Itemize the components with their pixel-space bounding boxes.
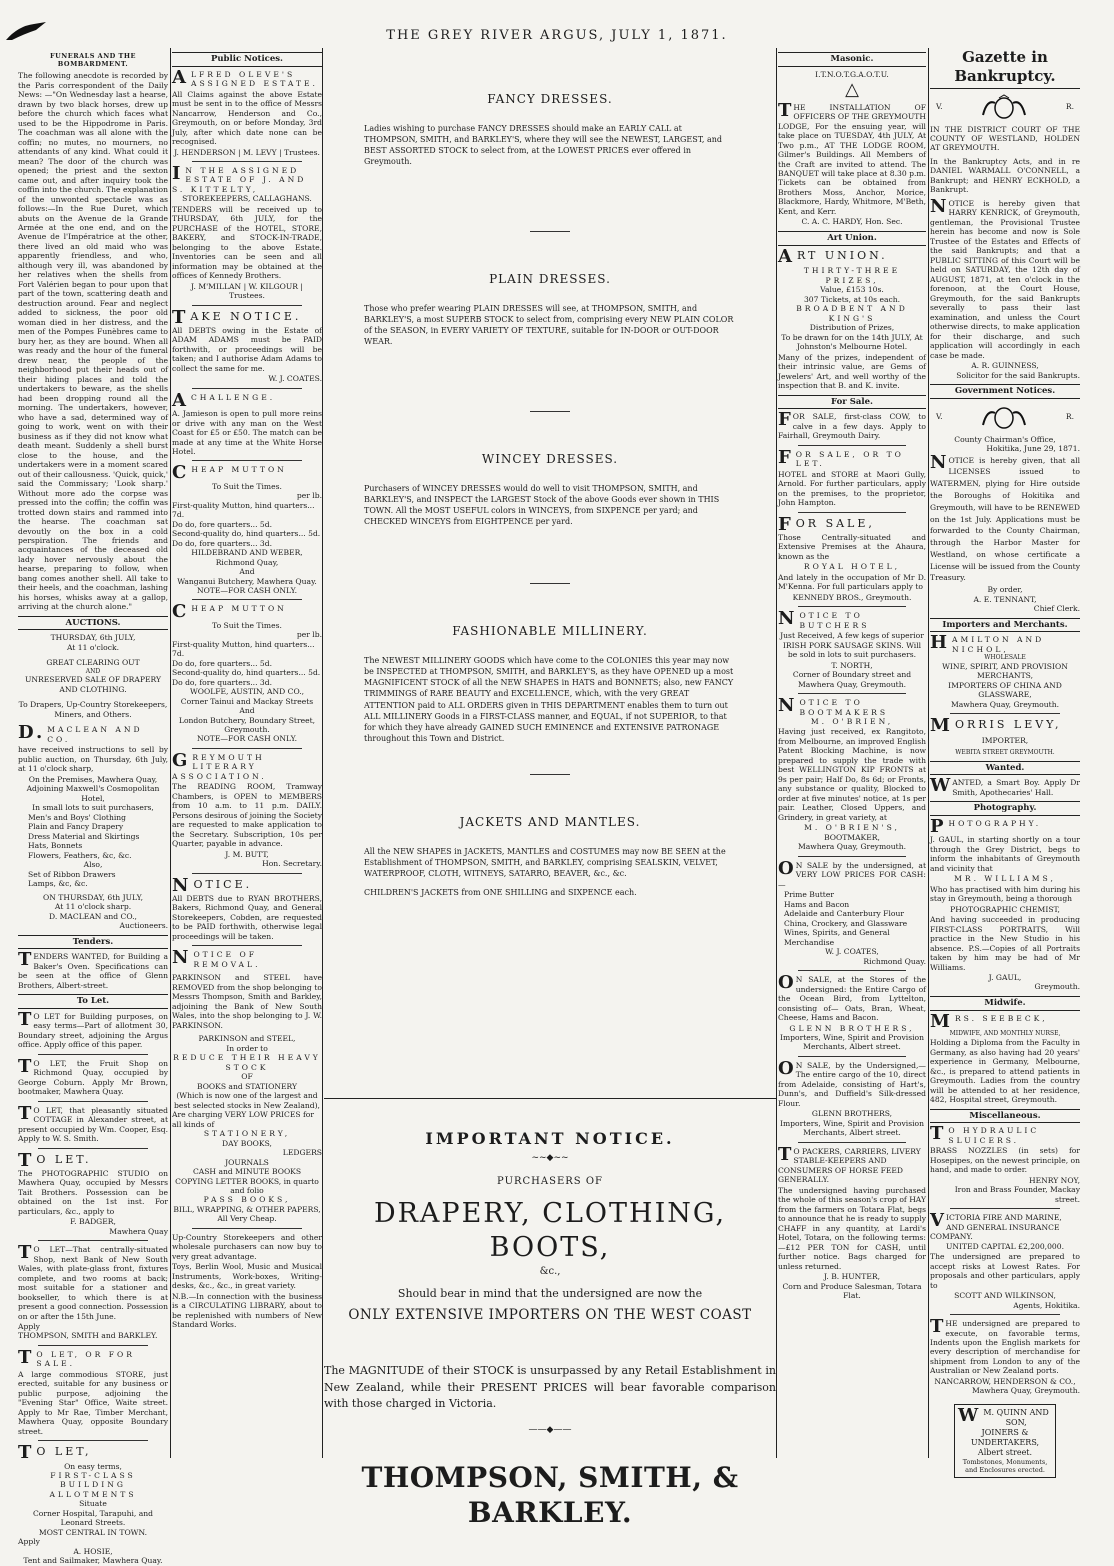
removal-body: PARKINSON and STEEL have REMOVED from the shop belonging to Messrs Thompson, Smith and Barkley, adjoining the Bank of New South Wales, into the shop belonging to J. W. PARKINSON. (172, 973, 322, 1030)
firm-name: THOMPSON, SMITH, & BARKLEY. (361, 1461, 739, 1530)
jackets-heading: JACKETS AND MANTLES. (459, 814, 641, 829)
stationery-line: In order to (226, 1043, 268, 1053)
ornament-icon: ——◆—— (528, 1424, 572, 1435)
bootmaker-signature: M. O'BRIEN'S, (804, 823, 900, 833)
bankruptcy-acts: In the Bankruptcy Acts, and in re DANIEL WARMALL O'CONNELL, a Bankrupt; and HENRY ECKHOLD, a Bankrupt. (930, 156, 1080, 195)
art-union-title: ART UNION. (778, 245, 888, 267)
for-sale-ad-heading: FOR SALE, OR TO LET. (778, 446, 904, 469)
stationery-line: STATIONERY, (203, 1129, 291, 1139)
column-4 (778, 48, 926, 1301)
butcher-address: London Butchery, Boundary Street, Greymouth. (178, 715, 316, 734)
stationery-line: DAY BOOKS, (222, 1138, 272, 1148)
allotment-signature: A. HOSIE, (73, 1546, 113, 1556)
undertaker-trade: JOINERS & UNDERTAKERS, (970, 1427, 1040, 1447)
stationery-note: Toys, Berlin Wool, Music and Musical Instruments, Work-boxes, Writing-desks, &c., &c., in great variety. (172, 1262, 322, 1291)
auction-date-repeat: ON THURSDAY, 6th JULY, (42, 892, 144, 902)
list-item: Flowers, Feathers, &c, &c. (28, 850, 132, 860)
importer-trade: WINE, SPIRIT, AND PROVISION MERCHANTS, (942, 661, 1068, 681)
insurance-body: The undersigned are prepared to accept risks at Lowest Rates. For proposals and other particulars, apply to (930, 1252, 1080, 1290)
indent-notice: THE undersigned are prepared to execute, on favorable terms, Indents upon the English markets for every description of merchandise for shipment from London to any of the Australian or New Zealand ports. (930, 1316, 1080, 1376)
list-item: Prime Butter (784, 890, 834, 900)
list-item: Hams and Bacon (784, 899, 850, 909)
list-item: Plain and Fancy Drapery (28, 822, 124, 832)
stationery-line: JOURNALS (225, 1157, 269, 1167)
column-1 (18, 48, 168, 1566)
auction-lots: In small lots to suit purchasers, (32, 803, 154, 813)
masthead (0, 0, 1114, 43)
stationery-line: All Very Cheap. (217, 1214, 277, 1224)
cash-note: NOTE—FOR CASH ONLY. (196, 585, 298, 595)
newspaper-title: THE GREY RIVER ARGUS, JULY 1, 1871. (386, 28, 728, 43)
importers-heading: Importers and Merchants. (930, 618, 1080, 633)
butchers-notice-address: Corner of Boundary street and Mawhera Quay, Greymouth. (792, 670, 912, 689)
list-item: Dress Material and Skirtings (28, 831, 140, 841)
stationery-note: N.B.—In connection with the business is a CIRCULATING LIBRARY, about to be replenished with numbers of New Standard Works. (172, 1291, 322, 1330)
photography-ad: Who has practised with him during his stay in Greymouth, being a thorough (930, 884, 1080, 904)
auction-sale: UNRESERVED SALE OF DRAPERY AND CLOTHING. (24, 675, 162, 694)
price-row: First-quality Mutton, hind quarters... 7d. (172, 500, 315, 520)
undertaker-services: Tombstones, Monuments, and Enclosures erected. (962, 1457, 1048, 1475)
stationery-line: Are charging VERY LOW PRICES for all kinds of (172, 1110, 315, 1129)
on-sale-signature: GLENN BROTHERS, (789, 1023, 915, 1033)
to-let-ad: The PHOTOGRAPHIC STUDIO on Mawhera Quay, occupied by Messrs Tait Brothers. Possession can be obtained on the 1st inst. For particulars, &c., apply to (18, 1168, 168, 1216)
on-sale-signature: GLENN BROTHERS, (811, 1109, 893, 1119)
crest-r: R. (1065, 411, 1074, 421)
auction-title: GREAT CLEARING OUT (46, 658, 140, 668)
column-3-drapery (324, 48, 776, 1530)
notice-signature: W. J. COATES. (268, 374, 322, 384)
art-union-draw: To be drawn for on the 14th JULY, At Johnston's Melbourne Hotel. (781, 332, 923, 352)
auction-instructions: have received instructions to sell by public auction, on Thursday, 6th July, at 11 o'clock sharp, (18, 745, 168, 774)
importer-address: WEBITA STREET GREYMOUTH. (955, 749, 1055, 757)
to-let-heading: To Let. (18, 994, 168, 1009)
notice-signature: J. M'MILLAN | W. KILGOUR | Trustees. (191, 281, 303, 301)
butcher-address: Corner Tainui and Mackay Streets (180, 696, 314, 706)
importer-wholesale: WHOLESALE (984, 654, 1026, 662)
butchers-notice-heading: NOTICE TO BUTCHERS (778, 608, 870, 630)
auction-also: Also, (83, 860, 103, 870)
art-union-organiser: BROADBENT AND KING'S (796, 304, 908, 323)
wanted-heading: Wanted. (930, 761, 1080, 776)
insurance-heading: VICTORIA FIRE AND MARINE, AND GENERAL INSURANCE COMPANY. (930, 1210, 1062, 1242)
purchasers-line: PURCHASERS OF (497, 1176, 603, 1188)
auction-and: AND (85, 667, 101, 675)
price-row: First-quality Mutton, hind quarters... 7d. (172, 639, 315, 659)
for-sale-ad: And lately in the occupation of Mr D. M'Kenna. For full particulars apply to (778, 572, 926, 592)
photography-heading: Photography. (930, 801, 1080, 816)
miscellaneous-heading: Miscellaneous. (930, 1109, 1080, 1124)
fancy-dresses-body: Ladies wishing to purchase FANCY DRESSES should make an EARLY CALL at THOMPSON, SMITH, and BARKLEY'S, where they will see the NEWEST, LARGEST, and BEST ASSORTED STOCK to select from, at the LOWEST PRICES ever offered in Greymouth. (364, 124, 723, 167)
butcher-and: And (239, 706, 255, 716)
on-sale-signature: W. J. COATES, (825, 947, 879, 957)
royal-hotel: ROYAL HOTEL, (803, 562, 901, 572)
price-unit: per lb. (296, 630, 322, 640)
literary-role: Hon. Secretary. (262, 859, 322, 869)
insurance-agents: SCOTT AND WILKINSON, (954, 1291, 1056, 1301)
hydraulic-signature: HENRY NOY, (1028, 1175, 1080, 1185)
auctions-heading: AUCTIONS. (18, 616, 168, 631)
butcher-address: Wanganui Butchery, Mawhera Quay. (177, 576, 317, 586)
packers-notice-signature: J. B. HUNTER, (823, 1272, 881, 1282)
jackets-body: All the NEW SHAPES in JACKETS, MANTLES and COSTUMES may now BE SEEN at the Establishment of THOMPSON, SMITH, and BARKLEY, comprising SEALSKIN, VELVET, WATERPROOF, CLOTH, WITNEYS, SATARRO, BEAVER, &c., &c. (364, 846, 726, 878)
list-item: Wines, Spirits, and General Merchandise (784, 928, 890, 947)
on-sale-address: Importers, Wine, Spirit and Provision Merchants, Albert street. (779, 1118, 924, 1138)
to-let-address: Mawhera Quay (109, 1226, 168, 1236)
importer-address: Mawhera Quay, Greymouth. (950, 699, 1059, 709)
hydraulic-body: BRASS NOZZLES (in sets) for Hosepipes, on the newest principle, on hand, and made to order. (930, 1146, 1080, 1175)
crest-v: V. (936, 411, 943, 421)
allotment-signature-role: Tent and Sailmaker, Mawhera Quay. (23, 1556, 163, 1566)
photography-address: Greymouth. (1034, 982, 1080, 992)
hydraulic-address: Iron and Brass Founder, Mackay street. (954, 1185, 1080, 1204)
gov-by-order: By order, (987, 585, 1023, 595)
insurance-capital: UNITED CAPITAL £2,200,000. (945, 1241, 1065, 1251)
stationery-line: PASS BOOKS, (203, 1195, 291, 1205)
stationery-line: OF (241, 1072, 253, 1082)
gov-role: Chief Clerk. (1033, 604, 1080, 614)
millinery-heading: FASHIONABLE MILLINERY. (452, 624, 648, 639)
price-row: Do do, fore quarters... 5d. (172, 658, 272, 668)
fancy-dresses-heading: FANCY DRESSES. (487, 92, 613, 106)
price-row: Second-quality do, hind quarters... 5d. (172, 668, 321, 678)
auction-items (28, 813, 168, 860)
wincey-dresses-body: Purchasers of WINCEY DRESSES would do well to visit THOMPSON, SMITH, and BARKLEY'S, and INSPECT the LARGEST Stock of the above Goods ever shown in THIS TOWN. All the MOST USEFUL colors in WINCEYS, from SIXPENCE per yard; and CHECKED WINCEYS from EIGHTPENCE per yard. (364, 484, 720, 527)
etc-line: &c., (539, 1266, 561, 1278)
art-union-distribution: Distribution of Prizes, (809, 323, 895, 333)
column-divider (928, 48, 929, 1458)
allotment-central: MOST CENTRAL IN TOWN. (38, 1527, 148, 1537)
to-let-or-sale-heading: TO LET, OR FOR SALE. (18, 1346, 135, 1369)
to-let-signature: F. BADGER, (70, 1217, 116, 1227)
allotment-title: BUILDING ALLOTMENTS (49, 1480, 137, 1499)
notice-body: TENDERS will be received up to THURSDAY, 6th JULY, for the PURCHASE of the HOTEL, STORE, BAKERY, and STOCK-IN-TRADE, belonging to the above Estate. Inventories can be seen and all information may be obtained at the offices of Kennedy Brothers. (172, 204, 322, 281)
photographer-name: MR. WILLIAMS, (954, 874, 1056, 884)
bankruptcy-signature: A. R. GUINNESS, (971, 361, 1039, 371)
art-union-tickets: 307 Tickets, at 10s each. (803, 294, 901, 304)
undertaker-address: Albert street. (977, 1447, 1033, 1457)
packers-notice-address: Corn and Produce Salesman, Totara Flat. (782, 1281, 922, 1301)
column-2 (172, 48, 322, 1331)
on-sale-items (784, 890, 926, 947)
auction-audience: To Drapers, Up-Country Storekeepers, Miners, and Others. (18, 700, 168, 719)
butcher-address: Richmond Quay, (215, 557, 279, 567)
gov-date: Hokitika, June 29, 1871. (986, 444, 1080, 454)
indent-signature: NANCARROW, HENDERSON & CO., (934, 1376, 1076, 1386)
price-row: Second-quality do, hind quarters... 5d. (172, 529, 321, 539)
list-item: Lamps, &c, &c. (28, 879, 88, 889)
stationery-note: Up-Country Storekeepers and other wholesale purchasers can now buy to very great advantage. (172, 1232, 322, 1261)
mutton-subheading: To Suit the Times. (212, 481, 282, 491)
stationery-line: BOOKS and STATIONERY (196, 1081, 298, 1091)
allotment-situate: Situate (79, 1499, 107, 1509)
notice-heading: IN THE ASSIGNED ESTATE OF J. AND S. KITTELTY, (172, 162, 307, 194)
stationery-line: COPYING LETTER BOOKS, in quarto and folio (175, 1176, 319, 1195)
allotment-class: FIRST-CLASS (50, 1471, 136, 1480)
gazette-heading: Gazette in Bankruptcy. (930, 48, 1080, 89)
wanted-ad: WANTED, a Smart Boy. Apply Dr Smith, Apothecaries' Hall. (930, 775, 1080, 797)
midwife-body: Holding a Diploma from the Faculty in Germany, as also having had 20 years' experience in Germany, Melbourne, &c., is prepared to attend patients in Greymouth. Ladies from the country will be attended to at her residence, 482, Hospital street, Greymouth. (930, 1038, 1080, 1105)
importer-name: MORRIS LEVY, (930, 715, 1062, 737)
bootmaker-name: M. O'BRIEN, (810, 716, 894, 726)
royal-coat-of-arms-icon (979, 405, 1029, 429)
mutton-heading: CHEAP MUTTON (172, 601, 287, 623)
price-unit: per lb. (296, 491, 322, 501)
crest-r: R. (1065, 101, 1074, 111)
photography-ad-heading: PHOTOGRAPHY. (930, 816, 1042, 838)
notice-heading: TAKE NOTICE. (172, 306, 302, 328)
notice-signature: J. HENDERSON | M. LEVY | Trustees. (174, 147, 320, 157)
notice-body: All Claims against the above Estate must be sent in to the office of Messrs Nancarrow, Henderson and Co., Greymouth, on or before Monday, 3rd July, after which date none can be recognised. (172, 89, 322, 147)
gov-signature: A. E. TENNANT, (973, 594, 1037, 604)
for-sale-signature: KENNEDY BROS., Greymouth. (792, 592, 912, 602)
royal-crest (936, 95, 1074, 119)
important-notice-heading: IMPORTANT NOTICE. (425, 1129, 675, 1148)
on-sale-address: Importers, Wine, Spirit and Provision Merchants, Albert street. (779, 1033, 924, 1052)
magnitude-body: The MAGNITUDE of their STOCK is unsurpassed by any Retail Establishment in New Zealand, while their PRESENT PRICES will bear favorable comparison with those charged in Victoria. (324, 1364, 776, 1411)
removal-heading: NOTICE OF REMOVAL. (172, 947, 261, 969)
to-let-heading-allotments: TO LET, (18, 1442, 92, 1464)
masonic-initials: I.T.N.O.T.G.A.O.T.U. (815, 69, 889, 79)
to-let-ad: TO LET, that pleasantly situated COTTAGE in Alexander street, at present occupied by Wm. Cooper, Esq. Apply to W. S. Smith. (18, 1102, 168, 1144)
bankruptcy-notice: NOTICE is hereby given that HARRY KENRICK, of Greymouth, gentleman, the Provisional Trustee herein has become and now is Sole Trustee of the Estates and Effects of the said Bankrupts; and that a PUBLIC SITTING of this Court will be held on SATURDAY, the 12th day of AUGUST, 1871, at ten o'clock in the forenoon, at the Court House, Greymouth, for the said Bankrupts severally to pass their last examination, and unless the Court otherwise directs, to make application for their discharge, and such application will accordingly in each case be made. (930, 195, 1080, 360)
column-divider (776, 48, 777, 1458)
wincey-dresses-heading: WINCEY DRESSES. (481, 452, 619, 467)
for-sale-ad: HOTEL and STORE at Maori Gully, Arnold. For further particulars, apply on the premises, to the proprietor, John Hampton. (778, 469, 926, 508)
butcher-and: And (239, 567, 255, 577)
hydraulic-heading: TO HYDRAULIC SLUICERS. (930, 1123, 1040, 1145)
removal-signature: PARKINSON and STEEL, (198, 1034, 296, 1044)
to-let-ad: TO LET for Building purposes, on easy terms—Part of allotment 30, Boundary street, adjoining the Argus office. Apply office of this paper. (18, 1008, 168, 1050)
literary-heading: GREYMOUTH LITERARY ASSOCIATION. (172, 749, 267, 781)
for-sale-ad: Those Centrally-situated and Extensive Premises at the Ahaura, known as the (778, 532, 926, 561)
royal-crest (936, 405, 1074, 429)
tenders-heading: Tenders. (18, 935, 168, 950)
column-divider (322, 48, 323, 1458)
royal-coat-of-arms-icon (979, 95, 1029, 119)
price-row: Do do, fore quarters... 5d. (172, 519, 272, 529)
ornament-icon: ~~◆~~ (531, 1153, 569, 1163)
notice-body: All DEBTS due to RYAN BROTHERS, Bakers, Richmond Quay, and General Storekeepers, Cobden, are requested to be PAID forthwith, otherwise legal proceedings will be taken. (172, 893, 322, 941)
list-item: Adelaide and Canterbury Flour (784, 909, 904, 919)
funeral-article: The following anecdote is recorded by the Paris correspondent of the Daily News: —"On Wednesday last a hearse, drawn by two black horses, drew up before the church which faces what used to be the Hippodrome in Paris. The coachman was all alone with the coffin; no mutes, no mourners, no attendants of any kind. What could it mean? The door of the church was opened; the priest and the sexton came out, and after inquiry took the coffin into the church. The explanation of the unwonted spectacle was as follows:—In the Rue Duret, which abuts on the Avenue de la Grande Armée at the one end, and on the Avenue de l'Impératrice at the other, there lived an old maid who was apparently friendless, and who, although very ill, was abandoned by her relatives when the shells from Fort Valérien began to pour upon that part of the town, scattering death and destruction around. Fear and neglect added to sickness, the poor old woman died in her distress, and the men of the Pompes Funèbres came to bury her, as they are bound. When all was ready and the hour of the funeral drew near, the people of the neighborhood put their heads out of their hiding places and told the undertakers to beware, as the shells had been dropping round all the morning. The undertakers, however, who have a sad, determined way of going to work, went on with their business as if they did not know what death meant. Suddenly a shell burst close to the house, and the undertakers were in a moment scared out of their callousness. 'Quick, quick,' said the Commissary; 'Look sharp.' Without more ado the corpse was pressed into the coffin; the coffin was trotted down stairs and rammed into the hearse. The coachman sat devoutly on the box in a cold perspiration. The friends and acquaintances of the deceased old lady hover nervously about the hearse, preparing to follow, when bang comes another shell. All take to their heels, and the coachman, lashing his horses, whisks away at a gallop, arriving at the church alone." (18, 71, 168, 612)
government-notices-heading: Government Notices. (930, 384, 1080, 399)
cash-note: NOTE—FOR CASH ONLY. (196, 734, 298, 744)
list-item: Hats, Bonnets (28, 841, 83, 851)
masonic-heading: Masonic. (778, 52, 926, 67)
auction-also-items (28, 870, 168, 889)
stationery-line: LEDGERS (282, 1148, 322, 1158)
midwife-name: MRS. SEEBECK, (930, 1010, 1048, 1032)
auction-location: Adjoining Maxwell's Cosmopolitan Hotel, (26, 784, 160, 803)
art-union-body: Many of the prizes, independent of their intrinsic value, are Gems of Jewelers' Art, and well worthy of the inspection that B. and K. invite. (778, 352, 926, 391)
to-let-ad: A large commodious STORE, just erected, suitable for any business or public purpose, adjoining the "Evening Star" Office, Waite street. Apply to Mr Rae, Timber Merchant, Mawhera Quay, opposite Boundary street. (18, 1369, 168, 1436)
auction-signature: D. MACLEAN and CO., (49, 911, 137, 921)
crest-v: V. (936, 101, 943, 111)
jackets-children: CHILDREN'S JACKETS from ONE SHILLING and SIXPENCE each. (364, 887, 637, 897)
butchers-notice-signature: T. NORTH, (831, 660, 873, 670)
undertaker-name: WM. QUINN AND SON, (958, 1404, 1049, 1427)
auction-premises: On the Premises, Mawhera Quay, (28, 774, 158, 784)
allotment-location: Corner Hospital, Tarapuhi, and Leonard Streets. (33, 1508, 153, 1528)
notice-heading: NOTICE. (172, 874, 253, 896)
price-row: Do do, fore quarters... 3d. (172, 538, 272, 548)
bootmakers-notice-heading: NOTICE TO BOOTMAKERS (778, 695, 889, 717)
art-union-value: Value, £153 10s. (820, 285, 884, 295)
auction-signature-role: Auctioneers. (119, 921, 168, 931)
millinery-body: The NEWEST MILLINERY GOODS which have come to the COLONIES this year may now be INSPECTED at THOMPSON, SMITH, and BARKLEY'S, as they have OPENED up a most MAGNIFICENT STOCK of all the NEW SHAPES in HATS and BONNETS; also, new FANCY TRIMMINGS of RARE BEAUTY and EXCELLENCE, which, with the very GREAT ATTENTION paid to ALL ORDERS given in THIS DEPARTMENT enables them to turn out ALL MILLINERY Goods in a FIRST-CLASS manner, and EQUAL, if not SUPERIOR, to that for which they have already GAINED SUCH EMINENCE and EXTENSIVE PATRONAGE throughout this Town and District. (364, 656, 734, 743)
bankruptcy-role: Solicitor for the said Bankrupts. (956, 370, 1080, 380)
to-let-ad: TO LET, the Fruit Shop on Richmond Quay, occupied by George Coburn. Apply Mr Brown, bootmaker, Mawhera Quay. (18, 1055, 168, 1097)
drapery-headline: DRAPERY, CLOTHING, BOOTS, (373, 1197, 727, 1263)
butchers-notice-body: Just Received, A few kegs of superior IRISH PORK SAUSAGE SKINS. Will be sold in lots to suit purchasers. (780, 631, 924, 660)
art-union-heading: Art Union. (778, 231, 926, 246)
stationery-line: (Which is now one of the largest and best selected stocks in New Zealand), (174, 1091, 320, 1110)
to-let-signature: THOMPSON, SMITH and BARKLEY. (18, 1331, 158, 1341)
photography-signature: J. GAUL, (988, 973, 1022, 982)
notice-subheading: STOREKEEPERS, CALLAGHANS. (182, 194, 312, 204)
photography-ad: J. GAUL, in starting shortly on a tour through the Grey District, begs to inform the inhabitants of Greymouth and vicinity that (930, 835, 1080, 873)
butcher-name: WOOLFE, AUSTIN, AND CO., (189, 687, 305, 697)
plain-dresses-body: Those who prefer wearing PLAIN DRESSES will see, at THOMPSON, SMITH, and BARKLEY'S, a most SUPERB STOCK to select from, comprising every NEW PLAIN COLOR of the SEASON, in EVERY VARIETY OF TEXTURE, suitable for IN-DOOR or OUT-DOOR WEAR. (364, 304, 734, 347)
stationery-line: BILL, WRAPPING, & OTHER PAPERS, (173, 1204, 321, 1214)
auctioneer-name: D.MACLEAN AND CO. (18, 722, 143, 744)
list-item: Men's and Boys' Clothing (28, 812, 127, 822)
for-sale-heading: For Sale. (778, 395, 926, 410)
gov-office: County Chairman's Office, (954, 434, 1056, 444)
butcher-name: HILDEBRAND AND WEBER, (191, 548, 303, 558)
photography-ad: And having succeeded in producing FIRST-CLASS PORTRAITS, Will practice in the New Studio in his absence. P.S.—Copies of all Portraits taken by him may be had of Mr Williams. (930, 915, 1080, 972)
indent-address: Mawhera Quay, Greymouth. (971, 1386, 1080, 1396)
bootmakers-notice-body: Having just received, ex Rangitoto, from Melbourne, an improved English Patent Blocking Machine, is now prepared to supply the trade with best WELLINGTON KIP FRONTS at 9s per pair; Half Do, 8s 6d; or Fronts, any substance or quality, Blocked to order at five minutes' notice, at 1s per pair. Leather, Closed Uppers, and Grindery, in great variety, at (778, 727, 926, 822)
allotment-terms: On easy terms, (64, 1461, 122, 1471)
plain-dresses-heading: PLAIN DRESSES. (489, 272, 611, 287)
importer-role: IMPORTER, (981, 735, 1029, 745)
to-let-apply: Apply (18, 1322, 40, 1331)
notice-body: A. Jamieson is open to pull more reins or drive with any man on the West Coast for £5 or £50. The match can be made at any time at the White Horse Hotel. (172, 409, 322, 456)
notice-heading: ACHALLENGE. (172, 389, 276, 411)
midwife-role: MIDWIFE, AND MONTHLY NURSE, (949, 1029, 1061, 1037)
masonic-signature: C. A. C. HARDY, Hon. Sec. (801, 217, 903, 227)
literary-body: The READING ROOM, Tramway Chambers, is OPEN to MEMBERS from 10 a.m. to 11 p.m. DAILY. Persons desirous of joining the Society are requested to make application to the Secretary. Subscription, 10s per Quarter, payable in advance. (172, 782, 322, 849)
packers-notice-heading: TO PACKERS, CARRIERS, LIVERY STABLE-KEEPERS AND CONSUMERS OF HORSE FEED GENERALLY. (778, 1143, 921, 1185)
on-sale-ad: ON SALE by the undersigned, at VERY LOW PRICES FOR CASH:— (778, 857, 926, 889)
importer-name: HAMILTON AND NICHOL, (930, 632, 1045, 654)
on-sale-ad: ON SALE, at the Stores of the undersigned: the Entire Cargo of the Ocean Bird, from Lyttelton, consisting of— Oats, Bran, Wheat, Cheese, Hams and Bacon. (778, 972, 926, 1023)
auction-time: At 11 o'clock. (66, 642, 120, 652)
for-sale-ad-heading: FOR SALE, (778, 513, 875, 535)
bootmaker-role: BOOTMAKER, (824, 832, 880, 842)
list-item: China, Crockery, and Glassware (784, 918, 908, 928)
on-sale-ad: ON SALE, by the Undersigned,— The entire cargo of the 10, direct from Adelaide, consisting of Hart's, Dunn's, and Duffield's Silk-dressed Flour. (778, 1057, 926, 1108)
auction-time-repeat: At 11 o'clock sharp. (54, 902, 132, 912)
to-let-heading-studio: TO LET. (18, 1149, 92, 1171)
gov-notice-body: NOTICE is hereby given, that all LICENSES issued to WATERMEN, plying for Hire outside the Boroughs of Hokitika and Greymouth, will have to be RENEWED on the 1st July. Applications must be forwarded to the County Chairman, through the Harbor Master for Westland, on whose certificate a License will be issued from the County Treasury. (930, 451, 1080, 583)
for-sale-ad: FOR SALE, first-class COW, to calve in a few days. Apply to Fairhall, Greymouth Dairy. (778, 409, 926, 441)
notice-body: All DEBTS owing in the Estate of ADAM ADAMS must be PAID forthwith, or proceedings will be taken; and I authorise Adam Adams to collect the same for me. (172, 325, 322, 373)
insurance-location: Agents, Hokitika. (1013, 1300, 1080, 1310)
photography-chemist: PHOTOGRAPHIC CHEMIST, (950, 904, 1060, 914)
importer-trade: IMPORTERS OF CHINA AND GLASSWARE, (948, 680, 1062, 700)
undertaker-ad-box (954, 1404, 1056, 1478)
funeral-heading: FUNERALS AND THE BOMBARDMENT. (50, 52, 136, 69)
column-divider (170, 48, 171, 1458)
packers-notice-body: The undersigned having purchased the whole of this season's crop of HAY from the farmers on Totara Flat, begs to announce that he is ready to supply CHAFF in any quantity, at Lardi's Hotel, Totara, on the following terms:—£12 PER TON for CASH, until further notice. Bags charged for unless returned. (778, 1185, 926, 1271)
mutton-heading: CHEAP MUTTON (172, 462, 287, 484)
mutton-subheading: To Suit the Times. (212, 620, 282, 630)
list-item: Set of Ribbon Drawers (28, 869, 116, 879)
stationery-line: CASH and MINUTE BOOKS (192, 1167, 302, 1177)
literary-signature: J. M. BUTT, (225, 849, 269, 859)
bootmaker-address: Mawhera Quay, Greymouth. (797, 842, 906, 852)
price-row: Do do, fore quarters... 3d. (172, 677, 272, 687)
on-sale-address: Richmond Quay. (863, 956, 926, 966)
tenders-ad: TENDERS WANTED, for Building a Baker's Oven. Specifications can be seen at the office of Glenn Brothers, Albert-street. (18, 949, 168, 990)
should-line: Should bear in mind that the undersigned are now the (397, 1286, 703, 1300)
public-notices-heading: Public Notices. (172, 52, 322, 67)
masonic-body: THE INSTALLATION OF OFFICERS OF THE GREYMOUTH LODGE, For the ensuing year, will take place on TUESDAY, 4th JULY, At Two p.m., AT THE LODGE ROOM, Gilmer's Buildings. All Members of the Craft are invited to attend. The BANQUET will take place at 8.30 p.m. Tickets can be obtained from Brothers Moss, Anchor, Morice, Blackmore, Hardy, Whitmore, M'Beth, Kent, and Kerr. (778, 99, 926, 216)
stationery-line: REDUCE THEIR HEAVY STOCK (173, 1053, 321, 1072)
auction-date: THURSDAY, 6th JULY, (50, 633, 136, 643)
midwife-heading: Midwife. (930, 996, 1080, 1011)
column-5 (930, 48, 1080, 1486)
important-notice (324, 1098, 776, 1530)
only-importers-line: ONLY EXTENSIVE IMPORTERS ON THE WEST COAST (348, 1306, 752, 1323)
allotment-apply: Apply (18, 1537, 40, 1547)
court-heading: IN THE DISTRICT COURT OF THE COUNTY OF WESTLAND, HOLDEN AT GREYMOUTH. (930, 124, 1080, 153)
notice-heading: ALFRED OLEVE'S ASSIGNED ESTATE. (172, 66, 318, 89)
art-union-prizes: THIRTY-THREE PRIZES, (803, 266, 901, 285)
to-let-ad: TO LET—That centrally-situated Shop, next Bank of New South Wales, with plate-glass front, fixtures complete, and two rooms at back; most suitable for a stationer and bookseller, to which there is at present a good connection. Possession on or after the 15th June. (18, 1242, 168, 1321)
masonic-compass-icon: △ (845, 79, 859, 101)
